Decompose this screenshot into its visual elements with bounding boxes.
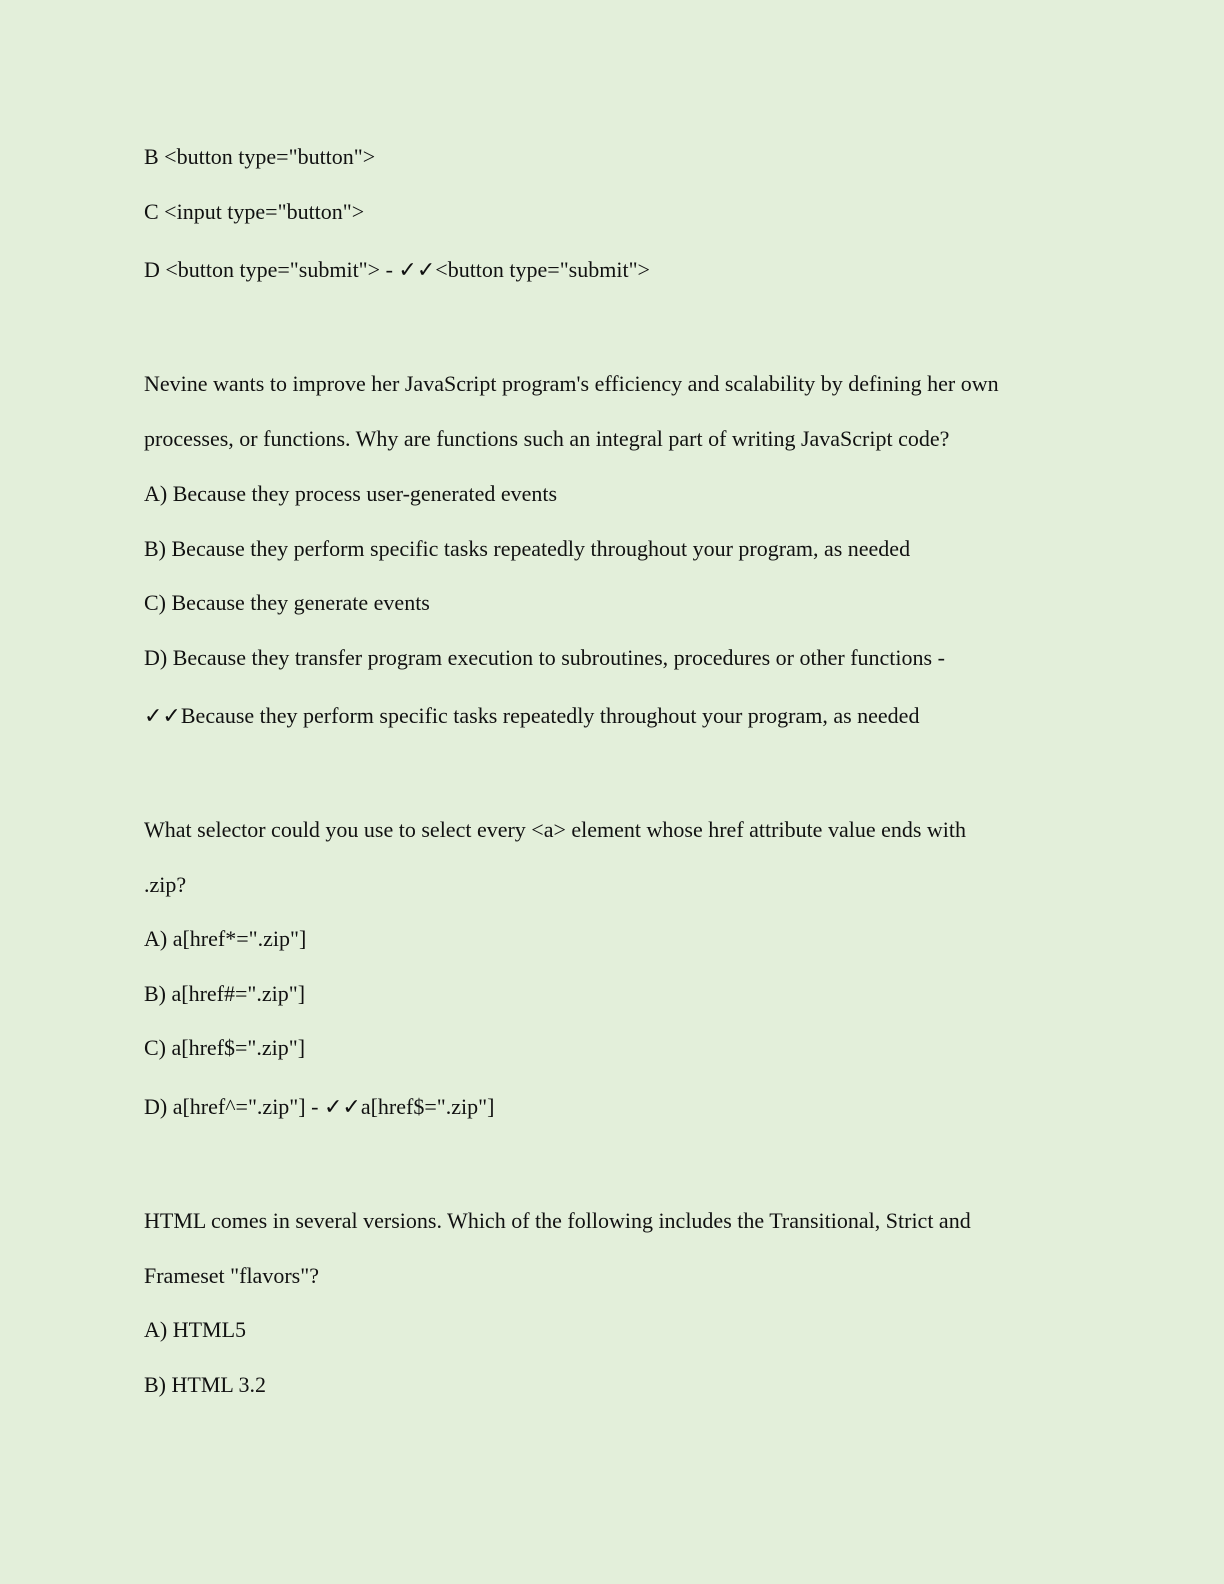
- option-d-text: D) a[href^=".zip"] -: [144, 1094, 324, 1119]
- prev-question-option-d: [144, 256, 650, 285]
- html-option-a: A) HTML5: [144, 1317, 247, 1342]
- functions-option-d: D) Because they transfer program execution to subroutines, procedures or other functions -: [144, 645, 945, 670]
- functions-answer: [144, 702, 919, 731]
- html-option-b: B) HTML 3.2: [144, 1372, 267, 1397]
- functions-option-c: C) Because they generate events: [144, 590, 430, 615]
- checkmark-icon: ✓✓: [144, 704, 181, 729]
- prev-question-option-c: C <input type="button">: [144, 199, 365, 224]
- selector-option-d: [144, 1093, 494, 1122]
- functions-option-b: B) Because they perform specific tasks repeatedly throughout your program, as needed: [144, 536, 911, 561]
- checkmark-icon: ✓✓: [323, 1095, 361, 1120]
- selector-question-line-1: What selector could you use to select every <a> element whose href attribute value ends with: [144, 817, 967, 842]
- functions-option-a: A) Because they process user-generated events: [144, 481, 558, 506]
- selector-option-b: B) a[href#=".zip"]: [144, 981, 306, 1006]
- functions-question-line-1: Nevine wants to improve her JavaScript program's efficiency and scalability by defining her own: [144, 371, 999, 396]
- answer-text: <button type="submit">: [435, 257, 650, 282]
- answer-text: Because they perform specific tasks repeatedly throughout your program, as needed: [180, 703, 920, 728]
- selector-option-c: C) a[href$=".zip"]: [144, 1035, 306, 1060]
- answer-text: a[href$=".zip"]: [360, 1094, 495, 1119]
- option-d-text: D <button type="submit"> -: [144, 257, 399, 282]
- selector-option-a: A) a[href*=".zip"]: [144, 926, 307, 951]
- functions-question-line-2: processes, or functions. Why are functions such an integral part of writing JavaScript code?: [144, 426, 950, 451]
- checkmark-icon: ✓✓: [398, 258, 436, 283]
- html-question-line-1: HTML comes in several versions. Which of the following includes the Transitional, Strict and: [144, 1208, 971, 1233]
- prev-question-option-b: B <button type="button">: [144, 144, 376, 169]
- html-question-line-2: Frameset "flavors"?: [144, 1263, 319, 1288]
- selector-question-line-2: .zip?: [144, 872, 187, 897]
